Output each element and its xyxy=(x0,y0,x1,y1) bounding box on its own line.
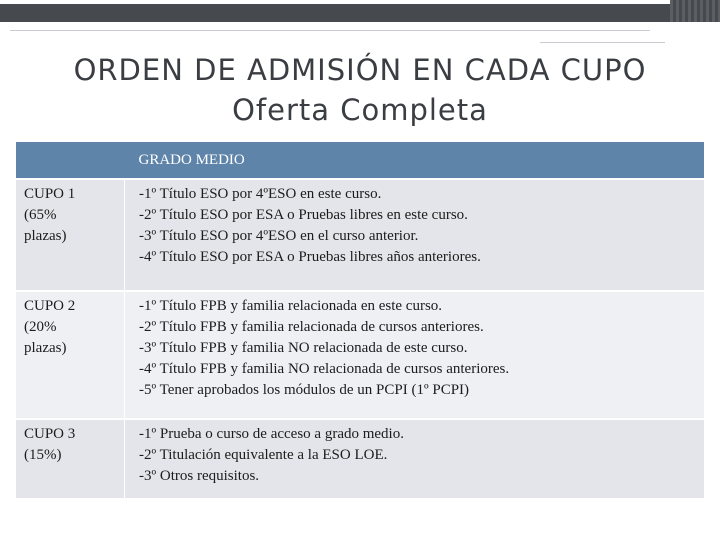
admission-table xyxy=(16,142,704,498)
table-row xyxy=(16,179,704,291)
decorative-line-short xyxy=(540,42,665,43)
criteria-item: -3º Otros requisitos. xyxy=(139,468,260,484)
criteria-item: -4º Título ESO por ESA o Pruebas libres años anteriores. xyxy=(139,249,481,265)
cupo-criteria-cell xyxy=(125,291,705,419)
criteria-item: -2º Título FPB y familia relacionada de cursos anteriores. xyxy=(139,319,484,335)
cupo-criteria-cell xyxy=(125,179,705,291)
criteria-item: -2º Titulación equivalente a la ESO LOE. xyxy=(139,447,388,463)
title-line-1: ORDEN DE ADMISIÓN EN CADA CUPO xyxy=(73,53,647,87)
cupo-label-line: plazas) xyxy=(24,340,67,356)
criteria-item: -3º Título ESO por 4ºESO en el curso anterior. xyxy=(139,228,419,244)
top-bar-highlight xyxy=(0,0,720,4)
cupo-label-line: CUPO 3 xyxy=(24,426,76,442)
cupo-label-cell xyxy=(16,291,125,419)
header-corner-cell xyxy=(16,142,125,179)
cupo-label-line: (15%) xyxy=(24,447,62,463)
top-bar-stripes xyxy=(670,0,720,22)
header-grado-medio: GRADO MEDIO xyxy=(125,142,705,179)
criteria-item: -1º Título ESO por 4ºESO en este curso. xyxy=(139,186,382,202)
cupo-label-line: CUPO 1 xyxy=(24,186,76,202)
criteria-item: -1º Prueba o curso de acceso a grado medio. xyxy=(139,426,404,442)
table-row xyxy=(16,291,704,419)
criteria-item: -2º Título ESO por ESA o Pruebas libres en este curso. xyxy=(139,207,468,223)
table-header-row xyxy=(16,142,704,179)
slide-top-bar xyxy=(0,0,720,22)
criteria-item: -3º Título FPB y familia NO relacionada de este curso. xyxy=(139,340,468,356)
cupo-label-cell xyxy=(16,179,125,291)
title-line-2: Oferta Completa xyxy=(232,93,488,127)
criteria-item: -4º Título FPB y familia NO relacionada de cursos anteriores. xyxy=(139,361,510,377)
cupo-label-line: CUPO 2 xyxy=(24,298,76,314)
cupo-label-line: plazas) xyxy=(24,228,67,244)
table-row xyxy=(16,419,704,498)
criteria-item: -5º Tener aprobados los módulos de un PCPI (1º PCPI) xyxy=(139,382,470,398)
cupo-label-line: (65% xyxy=(24,207,57,223)
cupo-criteria-cell xyxy=(125,419,705,498)
decorative-line xyxy=(10,30,650,31)
cupo-label-cell xyxy=(16,419,125,498)
slide-title xyxy=(0,50,720,130)
cupo-label-line: (20% xyxy=(24,319,57,335)
criteria-item: -1º Título FPB y familia relacionada en este curso. xyxy=(139,298,443,314)
